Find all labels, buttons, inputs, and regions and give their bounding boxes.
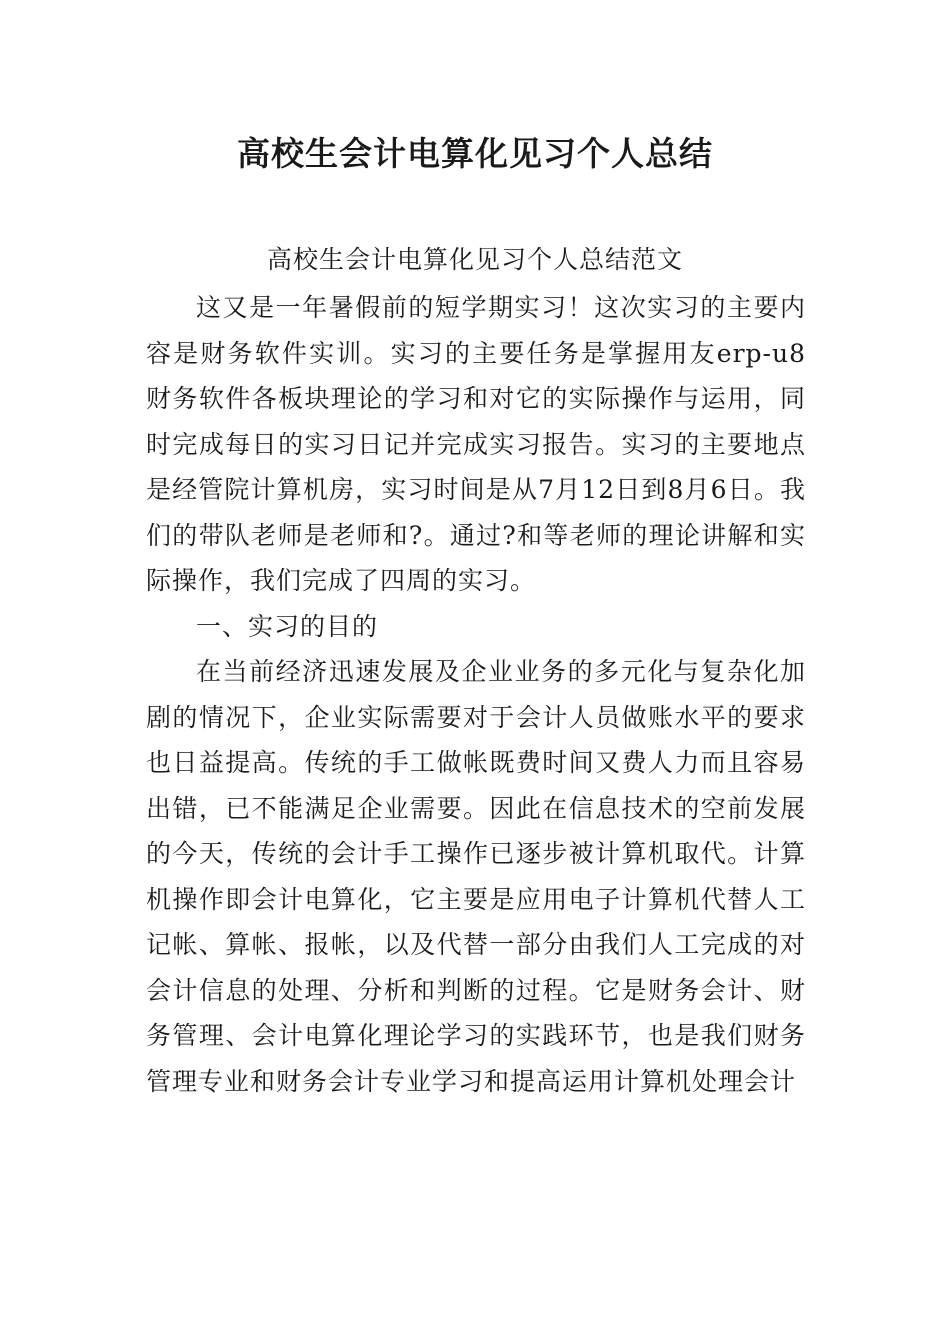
paragraph-intro: 这又是一年暑假前的短学期实习！这次实习的主要内容是财务软件实训。实习的主要任务是掌握用友erp-u8财务软件各板块理论的学习和对它的实际操作与运用，同时完成每日的实习日记并完成实习报告。实习的主要地点是经管院计算机房，实习时间是从7月12日到8月6日。我们的带队老师是老师和?。通过?和等老师的理论讲解和实际操作，我们完成了四周的实习。 [146, 293, 806, 595]
paragraph-purpose: 在当前经济迅速发展及企业业务的多元化与复杂化加剧的情况下，企业实际需要对于会计人员做账水平的要求也日益提高。传统的手工做帐既费时间又费人力而且容易出错，已不能满足企业需要。因此在信息技术的空前发展的今天，传统的会计手工操作已逐步被计算机取代。计算机操作即会计电算化，它主要是应用电子计算机代替人工记帐、算帐、报帐，以及代替一部分由我们人工完成的对会计信息的处理、分析和判断的过程。它是财务会计、财务管理、会计电算化理论学习的实践环节，也是我们财务管理专业和财务会计专业学习和提高运用计算机处理会计 [146, 657, 806, 1096]
document-subtitle: 高校生会计电算化见习个人总结范文 [266, 245, 683, 274]
section-heading-purpose: 一、实习的目的 [196, 611, 379, 641]
document-title: 高校生会计电算化见习个人总结 [237, 134, 713, 173]
document-body [146, 285, 806, 1104]
